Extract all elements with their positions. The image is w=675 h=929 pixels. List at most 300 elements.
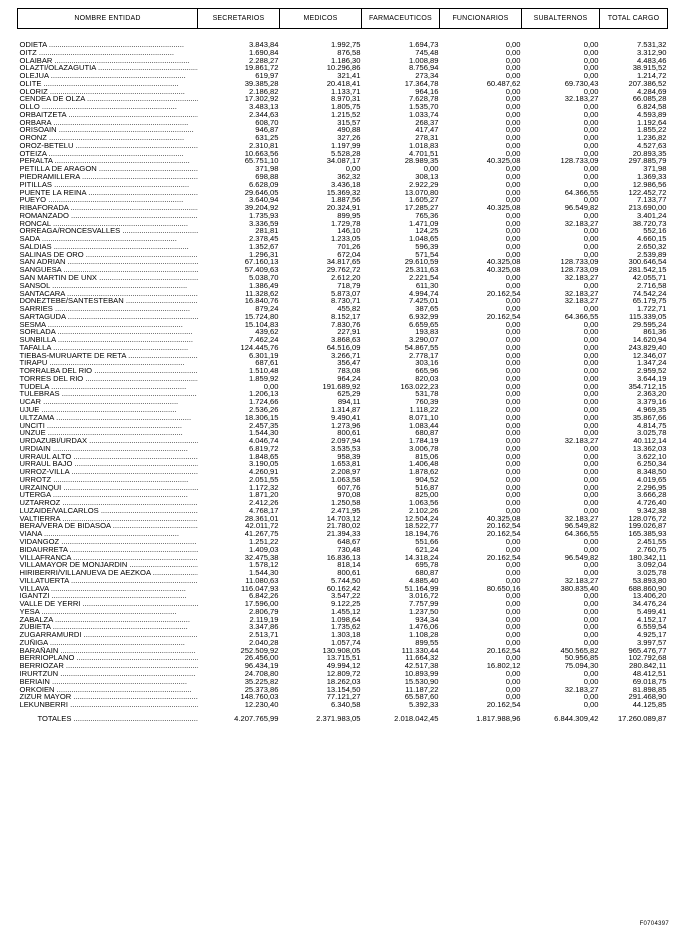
amount-cell: 6.659,65	[408, 320, 439, 329]
table-row	[18, 538, 668, 546]
amount-cell: 0,00	[345, 165, 361, 174]
leader-dots	[69, 212, 198, 220]
amount-cell: 50.956,85	[564, 654, 599, 663]
leader-dots	[41, 80, 178, 88]
entity-name	[18, 251, 198, 259]
amount-cell: 6.824,58	[636, 103, 667, 111]
amount-cell: 2.457,35	[248, 421, 279, 430]
amount-cell: 0,00	[505, 491, 521, 500]
amount-cell: 0,00	[583, 491, 599, 500]
amount-cell: 0,00	[505, 576, 521, 585]
amount-cell: 1.878,62	[408, 468, 439, 476]
amount-cell: 701,26	[337, 242, 361, 251]
amount-cell: 0,00	[505, 188, 521, 197]
amount-cell: 450.565,82	[560, 646, 599, 655]
amount-cell: 0,00	[583, 701, 599, 709]
entity-name-text: ZUGARRAMURDI	[19, 631, 82, 639]
amount-cell: 4.527,63	[636, 141, 667, 150]
amount-cell: 3.535,53	[330, 444, 361, 453]
leader-dots	[52, 181, 189, 189]
amount-cell: 32.183,27	[564, 685, 599, 694]
amount-cell: 4.969,35	[636, 405, 667, 414]
amount-cell: 0,00	[583, 242, 599, 251]
amount-cell: 14.620,94	[632, 336, 667, 344]
amount-cell: 800,61	[337, 429, 361, 438]
amount-cell: 0,00	[505, 227, 521, 236]
amount-cell: 26.456,00	[244, 654, 279, 663]
amount-cell: 958,39	[337, 452, 361, 461]
amount-cell: 303,16	[415, 359, 439, 368]
total-amount: 17.260.089,87	[617, 714, 667, 723]
leader-dots	[60, 390, 197, 398]
entity-name-text: IGANTZI	[19, 592, 50, 601]
amount-cell: 7.757,99	[408, 600, 439, 608]
amount-cell: 0,00	[505, 452, 521, 461]
leader-dots	[54, 414, 191, 422]
amount-cell: 698,88	[255, 173, 279, 181]
table-row	[18, 460, 668, 468]
entity-name-text: ORKOIEN	[19, 685, 55, 694]
leader-dots	[92, 367, 197, 375]
amount-cell: 34.087,17	[326, 157, 361, 166]
amount-cell: 0,00	[505, 545, 521, 554]
amount-cell: 1.296,31	[248, 250, 279, 259]
amount-cell: 861,36	[643, 328, 667, 337]
leader-dots	[151, 569, 198, 577]
amount-cell: 0,00	[505, 475, 521, 484]
amount-cell: 35.225,82	[244, 677, 279, 686]
amount-cell: 0,00	[505, 506, 521, 515]
amount-cell: 16.840,76	[244, 297, 279, 306]
amount-cell: 6.250,34	[636, 460, 667, 469]
amount-cell: 6.559,54	[636, 623, 667, 632]
amount-cell: 60.487,62	[486, 79, 521, 88]
amount-cell: 17.596,00	[244, 600, 279, 608]
leader-dots	[87, 437, 197, 445]
leader-dots	[47, 41, 184, 49]
amount-cell: 3.843,84	[248, 41, 279, 49]
amount-cell: 8.970,31	[330, 95, 361, 104]
amount-cell: 0,00	[505, 374, 521, 383]
amount-cell: 648,67	[337, 538, 361, 546]
entity-name-text: URDAZUBI/URDAX	[19, 437, 88, 445]
amount-cell: 20.418,41	[326, 79, 361, 88]
entity-name-text: BERRIOPLANO	[19, 654, 75, 663]
table-row	[18, 359, 668, 367]
leader-dots	[51, 623, 188, 631]
table-row	[18, 165, 668, 173]
amount-cell: 2.378,45	[248, 235, 279, 243]
amount-cell: 44.125,85	[632, 701, 667, 709]
table-row	[18, 453, 668, 461]
amount-cell: 0,00	[505, 343, 521, 352]
entity-name	[18, 328, 198, 336]
amount-cell: 0,00	[583, 281, 599, 290]
table-row	[18, 95, 668, 103]
table-row	[18, 639, 668, 647]
amount-cell: 40.325,08	[486, 266, 521, 274]
entity-name-text: ORONZ	[19, 134, 47, 142]
amount-cell: 96.549,82	[564, 553, 599, 562]
amount-cell: 4.701,51	[408, 149, 439, 158]
entity-name-text: VILLATUERTA	[19, 576, 69, 585]
entity-name	[18, 243, 198, 251]
entity-name	[18, 507, 198, 515]
leader-dots	[47, 359, 184, 367]
entity-name-text: CENDEA DE OLZA	[19, 95, 85, 104]
amount-cell: 2.650,32	[636, 242, 667, 251]
amount-cell: 4.726,40	[636, 499, 667, 507]
amount-cell: 32.183,27	[564, 95, 599, 104]
amount-cell: 0,00	[505, 273, 521, 282]
amount-cell: 2.310,81	[248, 141, 279, 150]
entity-name-text: UZTARROZ	[19, 499, 61, 507]
table-row	[18, 266, 668, 274]
entity-name	[18, 49, 198, 57]
amount-cell: 252.509,92	[240, 646, 279, 655]
table-header	[18, 9, 668, 29]
total-amount: 2.371.983,05	[316, 714, 361, 723]
amount-cell: 1.729,78	[330, 219, 361, 228]
amount-cell: 64.516,09	[326, 343, 361, 352]
entity-name-text: TORRES DEL RIO	[19, 374, 84, 383]
leader-dots	[74, 142, 198, 150]
amount-cell: 3.547,22	[330, 592, 361, 601]
amount-cell: 1.690,84	[248, 48, 279, 57]
amount-cell: 607,76	[337, 483, 361, 492]
entity-name	[18, 662, 198, 670]
amount-cell: 4.593,89	[636, 110, 667, 119]
amount-cell: 280.842,11	[629, 662, 667, 671]
amount-cell: 1.605,27	[408, 196, 439, 205]
amount-cell: 4.284,69	[636, 87, 667, 96]
amount-cell: 1.352,67	[248, 242, 279, 251]
leader-dots	[60, 499, 197, 507]
entity-name	[18, 390, 198, 398]
amount-cell: 745,48	[415, 48, 439, 57]
leader-dots	[51, 344, 188, 352]
amount-cell: 15.724,80	[244, 312, 279, 321]
amount-cell: 1.273,96	[330, 421, 361, 430]
amount-cell: 1.347,24	[636, 359, 667, 368]
leader-dots	[49, 585, 186, 593]
amount-cell: 60.162,42	[326, 584, 361, 593]
totals-label	[18, 709, 198, 723]
amount-cell: 0,00	[505, 250, 521, 259]
entity-name-text: BERA/VERA DE BIDASOA	[19, 522, 111, 531]
entity-name	[18, 235, 198, 243]
table-row	[18, 546, 668, 554]
amount-cell: 20.324,91	[326, 204, 361, 212]
leader-dots	[56, 336, 193, 344]
amount-cell: 32.183,27	[564, 297, 599, 306]
table-row	[18, 328, 668, 336]
amount-cell: 17.285,27	[404, 204, 439, 212]
amount-cell: 243.829,40	[628, 343, 667, 352]
amount-cell: 67.160,13	[244, 258, 279, 267]
leader-dots	[85, 95, 198, 103]
amount-cell: 687,61	[255, 359, 279, 368]
amount-cell: 0,00	[505, 64, 521, 73]
amount-cell: 12.986,56	[632, 180, 667, 189]
amount-cell: 0,00	[583, 72, 599, 80]
amount-cell: 1.063,56	[408, 499, 439, 507]
amount-cell: 0,00	[583, 56, 599, 65]
amount-cell: 3.347,86	[248, 623, 279, 632]
leader-dots	[46, 429, 183, 437]
amount-cell: 1.118,22	[409, 405, 439, 414]
amount-cell: 2.296,95	[636, 483, 667, 492]
amount-cell: 7.531,32	[636, 41, 667, 49]
amount-cell: 825,00	[415, 491, 439, 500]
amount-cell: 2.513,71	[248, 631, 279, 639]
entity-name-text: PUENTE LA REINA	[19, 188, 87, 197]
entity-name	[18, 522, 198, 530]
amount-cell: 0,00	[505, 110, 521, 119]
amount-cell: 81.898,85	[632, 685, 667, 694]
table-row	[18, 88, 668, 96]
column-header: FUNCIONARIOS	[440, 9, 522, 29]
table-row	[18, 686, 668, 694]
table-row	[18, 623, 668, 631]
entity-name	[18, 484, 198, 492]
amount-cell: 0,00	[505, 382, 521, 391]
amount-cell: 3.266,71	[330, 351, 361, 360]
entity-name-text: ULTZAMA	[19, 413, 54, 422]
amount-cell: 21.780,02	[326, 522, 361, 531]
amount-cell: 1.018,83	[408, 141, 439, 150]
amount-cell: 163.022,23	[400, 382, 439, 391]
leader-dots	[47, 150, 184, 158]
amount-cell: 934,34	[415, 615, 439, 624]
entity-name-text: VALTIERRA	[19, 514, 61, 523]
entity-name-text: SANGÜESA	[19, 266, 62, 274]
amount-cell: 0,00	[505, 638, 521, 647]
amount-cell: 268,37	[415, 118, 439, 127]
entity-name	[18, 41, 198, 49]
amount-cell: 0,00	[583, 141, 599, 150]
amount-cell: 3.483,13	[248, 103, 279, 111]
amount-cell: 0,00	[583, 367, 599, 375]
amount-cell: 0,00	[505, 118, 521, 127]
amount-cell: 899,55	[415, 638, 439, 647]
entity-name-text: VIANA	[19, 530, 42, 538]
amount-cell: 0,00	[583, 483, 599, 492]
entity-name	[18, 476, 198, 484]
amount-cell: 3.640,94	[248, 196, 279, 205]
amount-cell: 2.451,55	[636, 538, 667, 546]
amount-cell: 65.587,60	[404, 693, 439, 702]
amount-cell: 9.342,38	[636, 506, 667, 515]
leader-dots	[53, 616, 190, 624]
amount-cell: 2.363,20	[636, 390, 667, 399]
entity-name	[18, 57, 198, 65]
entity-name	[18, 336, 198, 344]
entity-name	[18, 359, 198, 367]
table-row	[18, 103, 668, 111]
entity-name-text: OROZ-BETELU	[19, 141, 74, 150]
amount-cell: 18.306,15	[244, 413, 279, 422]
amount-cell: 14.318,24	[404, 553, 439, 562]
amount-cell: 4.925,17	[636, 631, 667, 639]
amount-cell: 6.819,72	[248, 444, 279, 453]
amount-cell: 4.814,75	[636, 421, 667, 430]
table-row	[18, 274, 668, 282]
leader-dots	[51, 491, 188, 499]
entity-name-text: IRURTZUN	[19, 670, 59, 678]
amount-cell: 3.997,57	[636, 638, 667, 647]
entity-name	[18, 585, 198, 593]
amount-cell: 0,00	[583, 336, 599, 344]
entity-name-text: TORRALBA DEL RIO	[19, 367, 93, 375]
amount-cell: 3.092,04	[636, 561, 667, 570]
amount-cell: 5.038,70	[248, 273, 279, 282]
amount-cell: 5.499,41	[636, 607, 667, 616]
amount-cell: 0,00	[583, 607, 599, 616]
entity-name	[18, 577, 198, 585]
entity-name	[18, 212, 198, 220]
amount-cell: 32.183,27	[564, 273, 599, 282]
amount-cell: 0,00	[583, 359, 599, 368]
amount-cell: 0,00	[583, 48, 599, 57]
amount-cell: 0,00	[505, 405, 521, 414]
amount-cell: 0,00	[583, 405, 599, 414]
column-header: FARMACEUTICOS	[362, 9, 440, 29]
table-row	[18, 150, 668, 158]
table-row	[18, 305, 668, 313]
amount-cell: 38.720,73	[632, 219, 667, 228]
entity-name	[18, 173, 198, 181]
leader-dots	[71, 714, 197, 723]
leader-dots	[51, 476, 188, 484]
entity-name-text: OLITE	[19, 79, 42, 88]
amount-cell: 291.468,90	[628, 693, 667, 702]
entity-name	[18, 631, 198, 639]
amount-cell: 1.236,82	[636, 134, 667, 142]
leader-dots	[69, 577, 198, 585]
entity-name-text: SALDIAS	[19, 242, 52, 251]
amount-cell: 12.809,72	[326, 670, 361, 678]
amount-cell: 39.204,92	[244, 204, 279, 212]
amount-cell: 0,00	[505, 631, 521, 639]
entity-name	[18, 119, 198, 127]
amount-cell: 116.047,93	[241, 584, 279, 593]
entity-name	[18, 181, 198, 189]
amount-cell: 2.102,26	[408, 506, 439, 515]
leader-dots	[51, 119, 188, 127]
amount-cell: 2.806,79	[248, 607, 279, 616]
entity-name-text: TIEBAS-MURUARTE DE RETA	[19, 351, 126, 360]
leader-dots	[111, 522, 198, 530]
amount-cell: 11.187,22	[405, 685, 439, 694]
amount-cell: 32.475,38	[244, 553, 279, 562]
entity-name-text: VALLE DE YERRI	[19, 600, 81, 608]
amount-cell: 1.048,65	[408, 235, 439, 243]
table-row	[18, 654, 668, 662]
amount-cell: 1.033,74	[408, 110, 439, 119]
amount-cell: 387,65	[415, 305, 439, 313]
amount-cell: 820,03	[415, 374, 439, 383]
leader-dots	[49, 72, 186, 80]
amount-cell: 1.805,75	[330, 103, 361, 111]
amount-cell: 17.302,92	[244, 95, 279, 104]
amount-cell: 1.471,09	[408, 219, 439, 228]
amount-cell: 327,26	[337, 134, 361, 142]
amount-cell: 28.361,01	[244, 514, 279, 523]
amount-cell: 0,00	[505, 165, 521, 174]
leader-dots	[64, 662, 198, 670]
table-row	[18, 429, 668, 437]
amount-cell: 32.183,27	[564, 437, 599, 445]
column-header: SECRETARIOS	[198, 9, 280, 29]
amount-cell: 0,00	[583, 211, 599, 220]
amount-cell: 128.076,72	[628, 514, 667, 523]
entity-name-text: URRAUL BAJO	[19, 460, 73, 469]
entity-name-text: RONCAL	[19, 219, 51, 228]
entity-name-text: UJUE	[19, 405, 40, 414]
entity-name	[18, 654, 198, 662]
amount-cell: 2.412,26	[248, 499, 279, 507]
amount-cell: 0,00	[583, 343, 599, 352]
amount-cell: 115.339,05	[629, 312, 667, 321]
amount-cell: 180.342,11	[629, 553, 667, 562]
entity-name-text: ZABALZA	[19, 615, 53, 624]
amount-cell: 193,83	[415, 328, 439, 337]
entity-name-text: SORLADA	[19, 328, 56, 337]
amount-cell: 40.325,08	[486, 514, 521, 523]
amount-cell: 1.192,64	[636, 118, 667, 127]
leader-dots	[39, 608, 176, 616]
amount-cell: 0,00	[583, 506, 599, 515]
amount-cell: 0,00	[505, 421, 521, 430]
amount-cell: 0,00	[505, 693, 521, 702]
entity-name	[18, 227, 198, 235]
entity-name	[18, 398, 198, 406]
table-row	[18, 701, 668, 709]
entity-name	[18, 693, 198, 701]
amount-cell: 0,00	[583, 545, 599, 554]
amount-cell: 15.369,32	[326, 188, 361, 197]
amount-cell: 20.162,54	[486, 522, 521, 531]
amount-cell: 1.476,06	[408, 623, 439, 632]
amount-cell: 20.162,54	[486, 312, 521, 321]
amount-cell: 32.183,27	[564, 514, 599, 523]
amount-cell: 552,16	[643, 227, 667, 236]
amount-cell: 42.011,72	[245, 522, 279, 531]
amount-cell: 1.871,20	[248, 491, 279, 500]
amount-cell: 1.409,03	[248, 545, 279, 554]
amount-cell: 4.885,40	[408, 576, 439, 585]
amount-cell: 6.932,99	[408, 312, 439, 321]
table-row	[18, 251, 668, 259]
amount-cell: 964,16	[415, 87, 439, 96]
entity-name	[18, 367, 198, 375]
entity-name	[18, 266, 198, 274]
amount-cell: 0,00	[583, 468, 599, 476]
amount-cell: 5.873,07	[330, 289, 361, 298]
amount-cell: 0,00	[583, 421, 599, 430]
amount-cell: 96.549,82	[564, 204, 599, 212]
amount-cell: 16.836,13	[326, 553, 361, 562]
leader-dots	[68, 204, 197, 212]
amount-cell: 20.162,54	[486, 530, 521, 538]
leader-dots	[126, 352, 198, 360]
entity-name	[18, 282, 198, 290]
amount-cell: 1.186,30	[330, 56, 361, 65]
amount-cell: 1.063,58	[330, 475, 361, 484]
entity-name	[18, 414, 198, 422]
amount-cell: 102.792,68	[628, 654, 667, 663]
